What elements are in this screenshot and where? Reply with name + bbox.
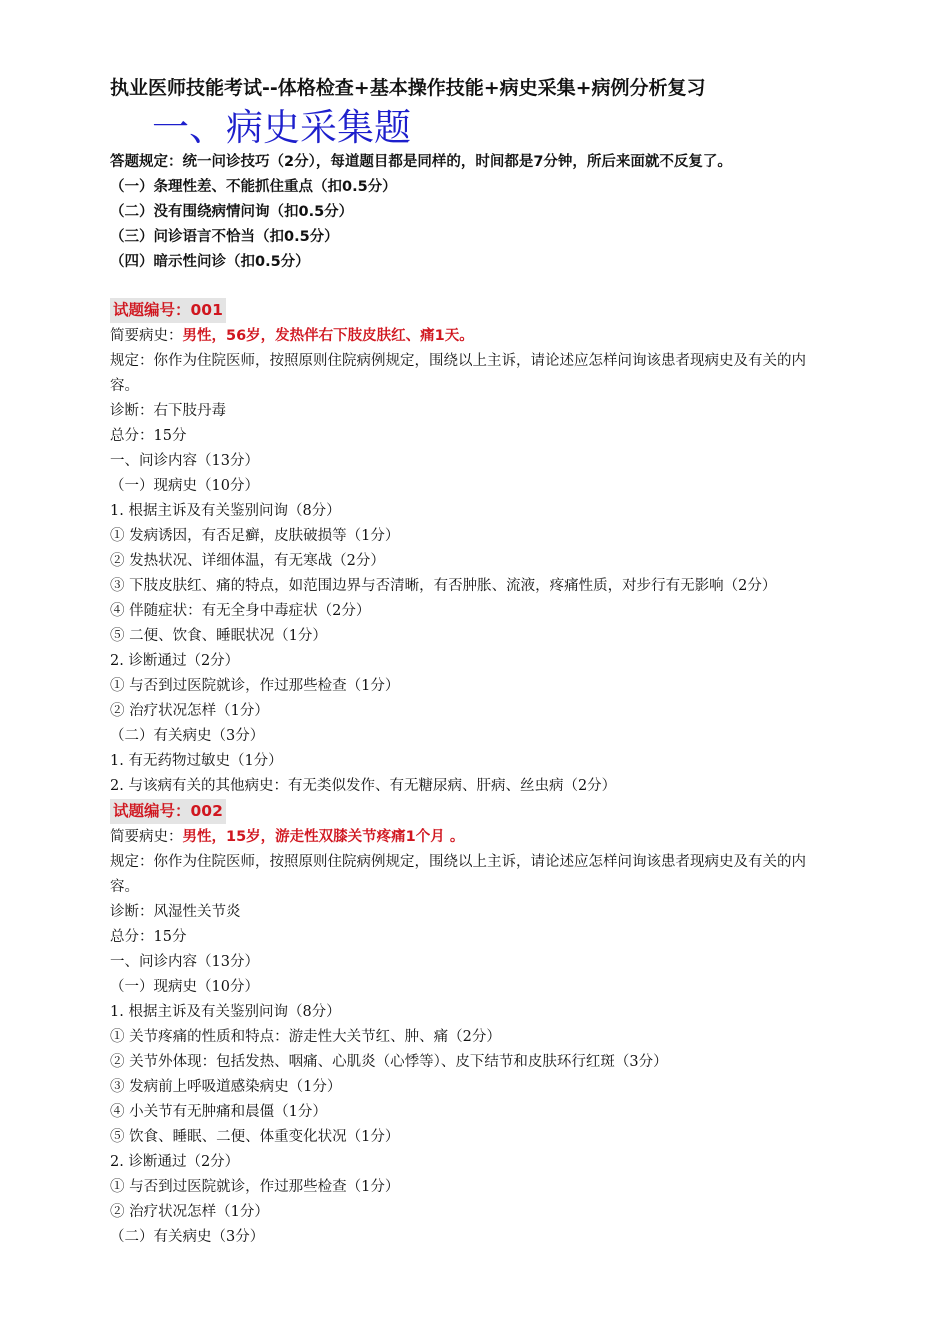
deduction-item: （四）暗示性问诊（扣0.5分） <box>110 254 310 270</box>
item1-heading: 1. 根据主诉及有关鉴别问询（8分） <box>110 503 341 519</box>
inquiry-point: ② 关节外体现：包括发热、咽痛、心肌炎（心悸等）、皮下结节和皮肤环行红斑（3分） <box>110 1054 668 1070</box>
inquiry-point: ① 发病诱因，有否足癣，皮肤破损等（1分） <box>110 528 400 544</box>
requirement-text: 规定：你作为住院医师，按照原则住院病例规定，围绕以上主诉，请论述应怎样问询该患者现病史及有关的内容。 <box>110 854 806 895</box>
inquiry-heading: 一、问诊内容（13分） <box>110 954 259 970</box>
inquiry-point: ② 治疗状况怎样（1分） <box>110 1204 269 1220</box>
inquiry-point: ⑤ 饮食、睡眠、二便、体重变化状况（1分） <box>110 1129 400 1145</box>
inquiry-point: ① 与否到过医院就诊，作过那些检查（1分） <box>110 1179 400 1195</box>
deduction-list <box>110 175 822 275</box>
deduction-item: （一）条理性差、不能抓住重点（扣0.5分） <box>110 179 397 195</box>
brief-history-text: 男性，15岁，游走性双膝关节疼痛1个月 。 <box>182 829 465 845</box>
related-history-heading: （二）有关病史（3分） <box>110 728 265 744</box>
total-score: 总分：15分 <box>110 428 187 444</box>
questions-body <box>110 298 822 1250</box>
diagnosis: 诊断：风湿性关节炎 <box>110 904 241 920</box>
question-001 <box>110 298 822 799</box>
brief-history-label: 简要病史： <box>110 829 183 845</box>
question-id-label: 试题编号：002 <box>110 799 226 824</box>
inquiry-point: ③ 发病前上呼吸道感染病史（1分） <box>110 1079 342 1095</box>
question-002 <box>110 799 822 1250</box>
inquiry-point: ② 治疗状况怎样（1分） <box>110 703 269 719</box>
inquiry-point: ① 与否到过医院就诊，作过那些检查（1分） <box>110 678 400 694</box>
inquiry-heading: 一、问诊内容（13分） <box>110 453 259 469</box>
present-history-heading: （一）现病史（10分） <box>110 478 259 494</box>
brief-history <box>110 825 822 850</box>
inquiry-point: ② 发热状况、详细体温，有无寒战（2分） <box>110 553 385 569</box>
question-id-label: 试题编号：001 <box>110 298 226 323</box>
requirement-text: 规定：你作为住院医师，按照原则住院病例规定，围绕以上主诉，请论述应怎样问询该患者现病史及有关的内容。 <box>110 353 806 394</box>
document-title: 执业医师技能考试--体格检查+基本操作技能+病史采集+病例分析复习 <box>110 77 706 99</box>
related-point: 1. 有无药物过敏史（1分） <box>110 753 283 769</box>
inquiry-point: ③ 下肢皮肤红、痛的特点，如范围边界与否清晰，有否肿胀、流液，疼痛性质，对步行有无影响（2分） <box>110 578 777 594</box>
deduction-item: （二）没有围绕病情问询（扣0.5分） <box>110 204 354 220</box>
inquiry-point: ⑤ 二便、饮食、睡眠状况（1分） <box>110 628 327 644</box>
answer-rules <box>110 150 822 275</box>
rules-text: 答题规定：统一问诊技巧（2分），每道题目都是同样的，时间都是7分钟，所后来面就不反复了。 <box>110 154 732 170</box>
present-history-heading: （一）现病史（10分） <box>110 979 259 995</box>
brief-history-text: 男性，56岁，发热伴右下肢皮肤红、痛1天。 <box>182 328 474 344</box>
brief-history <box>110 324 822 349</box>
item2-heading: 2. 诊断通过（2分） <box>110 1154 240 1170</box>
related-point: 2. 与该病有关的其他病史：有无类似发作、有无糖尿病、肝病、丝虫病（2分） <box>110 778 617 794</box>
item2-heading: 2. 诊断通过（2分） <box>110 653 240 669</box>
inquiry-point: ④ 伴随症状：有无全身中毒症状（2分） <box>110 603 371 619</box>
diagnosis: 诊断：右下肢丹毒 <box>110 403 226 419</box>
deduction-item: （三）问诊语言不恰当（扣0.5分） <box>110 229 339 245</box>
section-heading: 一、病史采集题 <box>152 106 411 149</box>
item1-heading: 1. 根据主诉及有关鉴别问询（8分） <box>110 1004 341 1020</box>
brief-history-label: 简要病史： <box>110 328 183 344</box>
total-score: 总分：15分 <box>110 929 187 945</box>
inquiry-point: ④ 小关节有无肿痛和晨僵（1分） <box>110 1104 327 1120</box>
related-history-heading: （二）有关病史（3分） <box>110 1229 265 1245</box>
inquiry-point: ① 关节疼痛的性质和特点：游走性大关节红、肿、痛（2分） <box>110 1029 501 1045</box>
